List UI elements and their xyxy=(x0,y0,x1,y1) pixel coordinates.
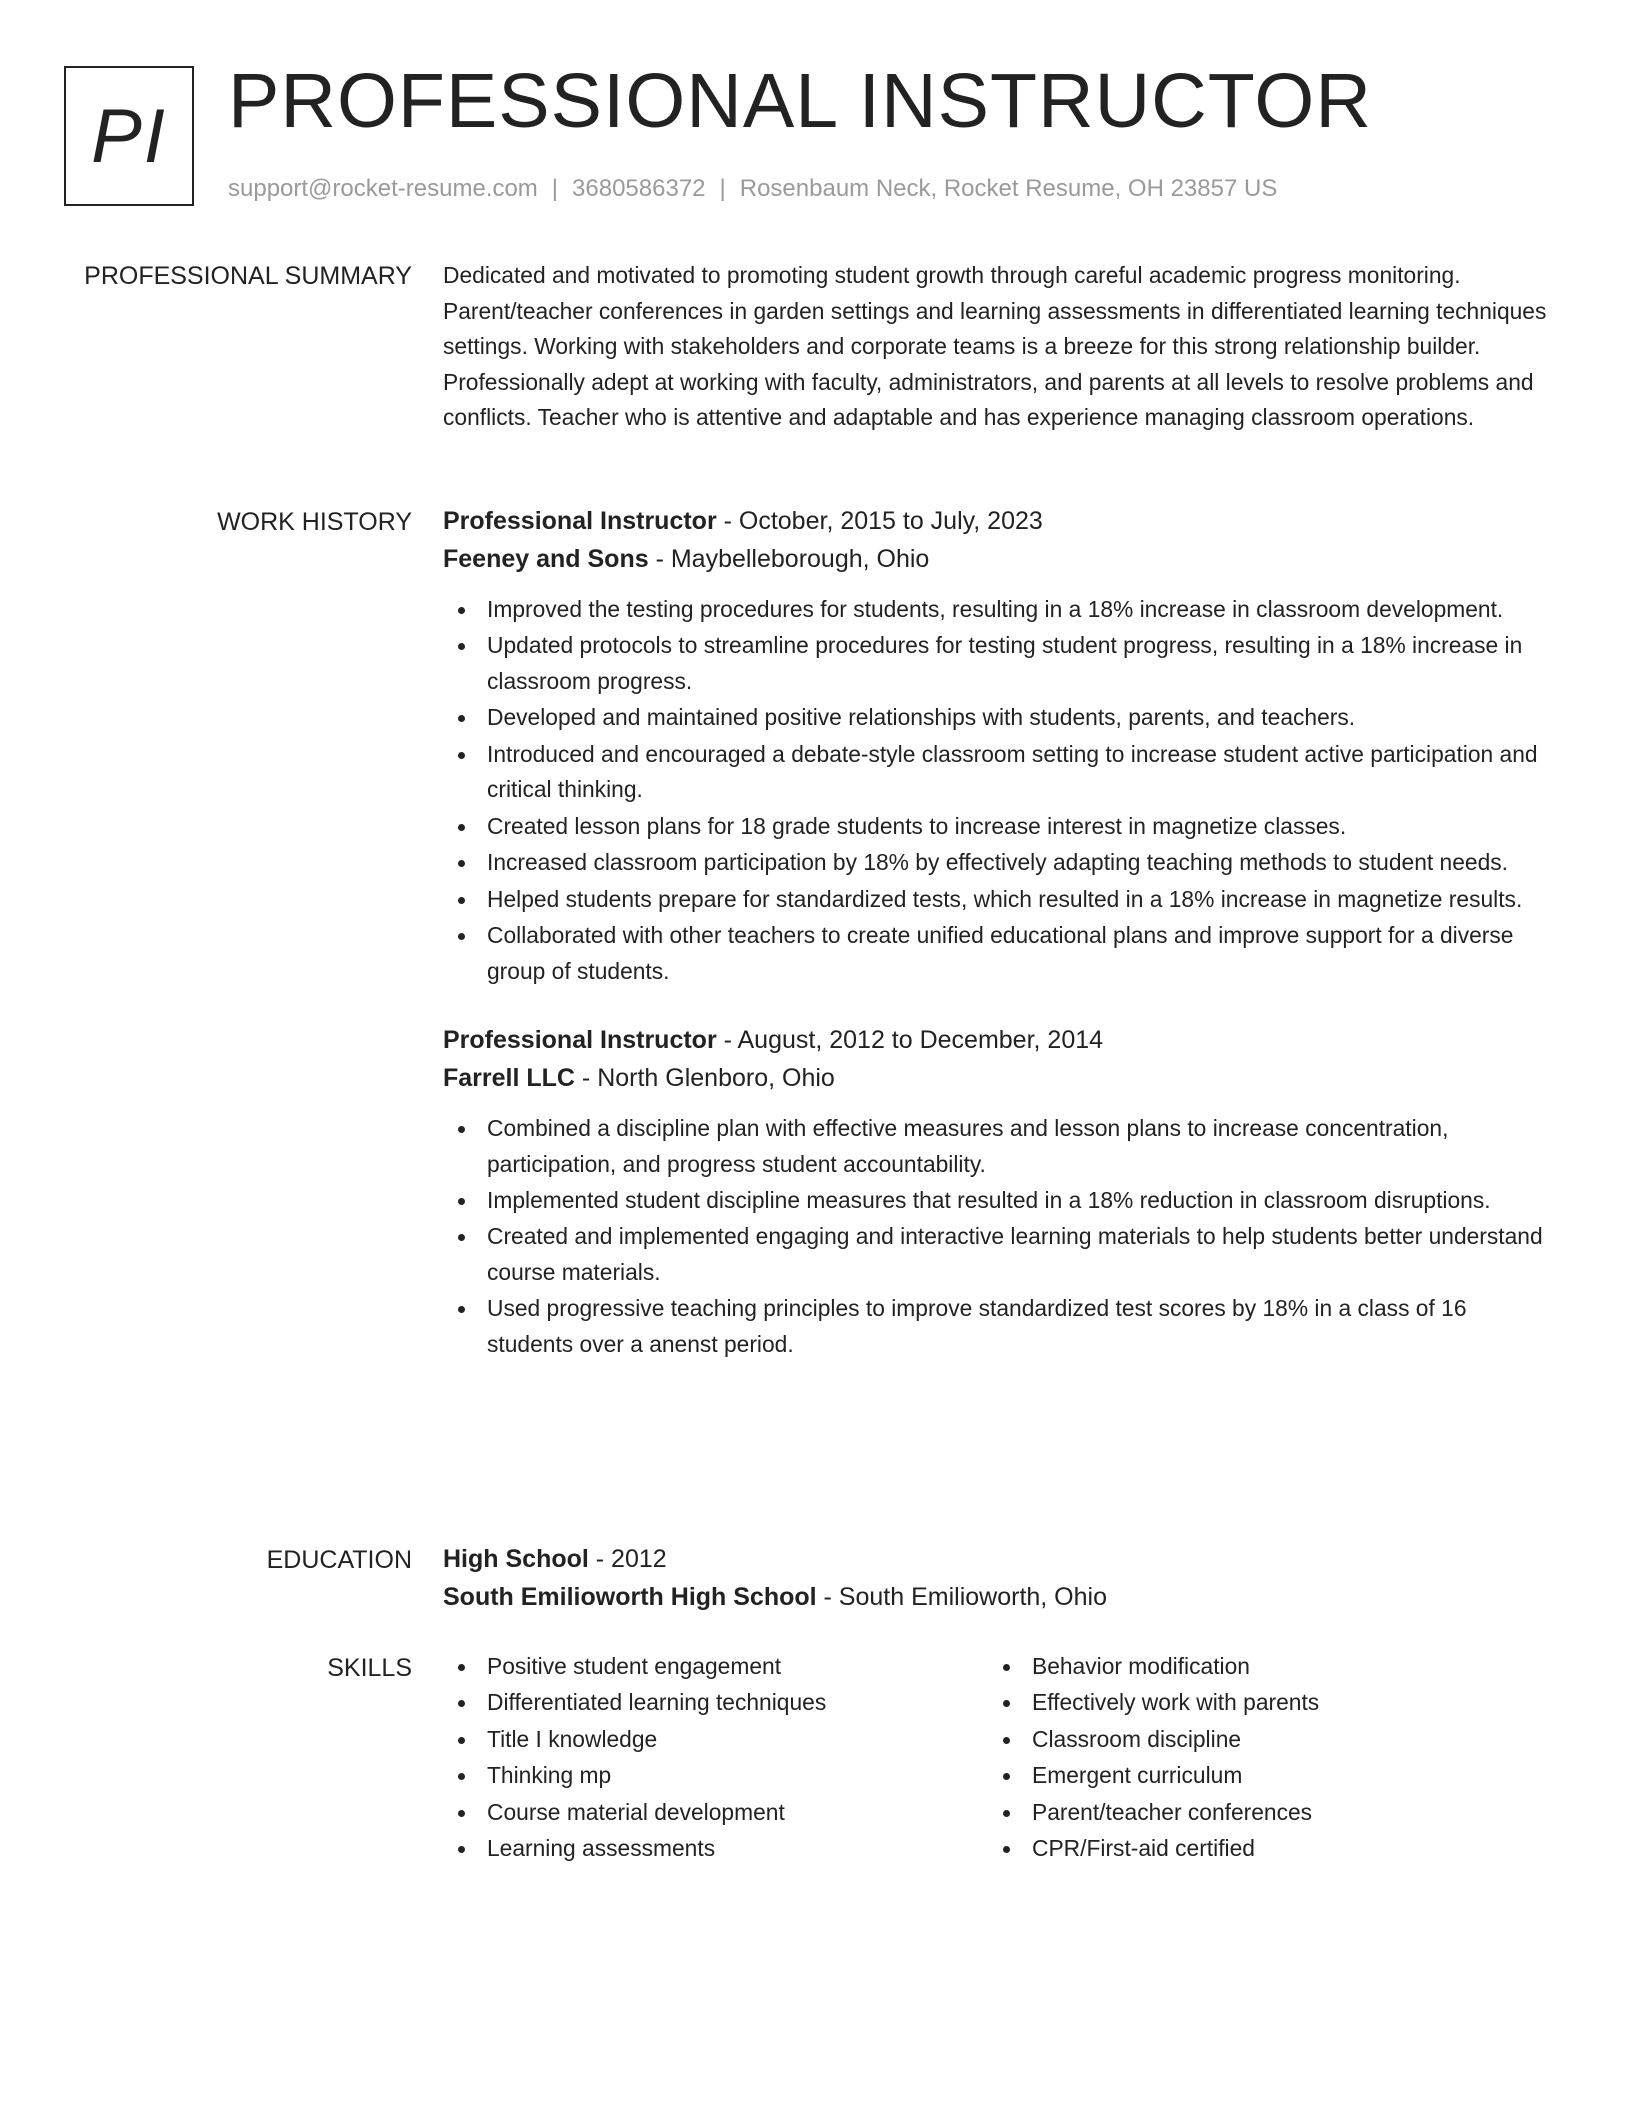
contact-separator: | xyxy=(719,175,726,202)
initials-text: PI xyxy=(91,93,167,179)
education-school-line xyxy=(443,1578,1548,1616)
skill-item: CPR/First-aid certified xyxy=(988,1831,1533,1867)
skill-item: Thinking mp xyxy=(443,1758,988,1794)
contact-address: Rosenbaum Neck, Rocket Resume, OH 23857 US xyxy=(739,175,1278,202)
job-company-line xyxy=(443,1059,1548,1097)
job-company: Farrell LLC xyxy=(443,1064,575,1093)
skill-item: Behavior modification xyxy=(988,1649,1533,1685)
skill-item: Classroom discipline xyxy=(988,1722,1533,1758)
skills-body xyxy=(443,1649,1548,1867)
skill-item: Course material development xyxy=(443,1795,988,1831)
education-location: - South Emilioworth, Ohio xyxy=(816,1583,1107,1611)
contact-email[interactable]: support@rocket-resume.com xyxy=(228,175,538,202)
skills-list xyxy=(988,1649,1533,1867)
job-bullet: Used progressive teaching principles to improve standardized test scores by 18% in a class of 16 students over a anenst period. xyxy=(443,1291,1548,1362)
job-role: Professional Instructor xyxy=(443,507,717,535)
job-title-line xyxy=(443,1021,1548,1059)
education-year: - 2012 xyxy=(588,1545,667,1573)
skills-list xyxy=(443,1649,988,1867)
job-bullet: Implemented student discipline measures that resulted in a 18% reduction in classroom disruptions. xyxy=(443,1183,1548,1219)
job-dates: - August, 2012 to December, 2014 xyxy=(716,1026,1104,1055)
education-body xyxy=(443,1540,1548,1616)
job-entry xyxy=(443,1021,1548,1363)
skill-item: Differentiated learning techniques xyxy=(443,1685,988,1721)
job-bullet: Collaborated with other teachers to create unified educational plans and improve support for a diverse group of students. xyxy=(443,918,1548,989)
contact-line xyxy=(228,174,1277,204)
education-school: South Emilioworth High School xyxy=(443,1583,817,1611)
job-bullet: Combined a discipline plan with effective measures and lesson plans to increase concentration, participation, and progress student accountability. xyxy=(443,1111,1548,1182)
job-role: Professional Instructor xyxy=(443,1026,717,1055)
job-bullet: Introduced and encouraged a debate-style classroom setting to increase student active participation and critical thinking. xyxy=(443,737,1548,808)
job-title-line xyxy=(443,502,1548,540)
education-degree-line xyxy=(443,1540,1548,1578)
job-bullets xyxy=(443,592,1548,989)
work-history-body xyxy=(443,502,1548,1363)
initials-monogram xyxy=(64,66,194,206)
job-location: - Maybelleborough, Ohio xyxy=(648,545,930,573)
skills-column-right xyxy=(988,1649,1533,1867)
job-entry xyxy=(443,502,1548,989)
skill-item: Effectively work with parents xyxy=(988,1685,1533,1721)
skills-heading: SKILLS xyxy=(327,1654,412,1682)
job-bullet: Increased classroom participation by 18% by effectively adapting teaching methods to student needs. xyxy=(443,845,1548,881)
contact-phone[interactable]: 3680586372 xyxy=(572,175,706,202)
summary-heading: PROFESSIONAL SUMMARY xyxy=(84,262,412,290)
job-bullet: Created lesson plans for 18 grade students to increase interest in magnetize classes. xyxy=(443,809,1548,845)
skill-item: Learning assessments xyxy=(443,1831,988,1867)
job-company-line xyxy=(443,540,1548,578)
summary-body xyxy=(443,258,1548,436)
education-heading: EDUCATION xyxy=(266,1546,412,1574)
job-bullet: Improved the testing procedures for students, resulting in a 18% increase in classroom development. xyxy=(443,592,1548,628)
contact-separator: | xyxy=(551,175,559,202)
job-bullet: Updated protocols to streamline procedures for testing student progress, resulting in a 18% increase in classroom progress. xyxy=(443,628,1548,699)
summary-text: Dedicated and motivated to promoting student growth through careful academic progress monitoring. Parent/teacher conferences in garden settings and learning assessments in differentiated learning techniques settings. Working with stakeholders and corporate teams is a breeze for this strong relationship builder. Professionally adept at working with faculty, administrators, and parents at all levels to resolve problems and conflicts. Teacher who is attentive and adaptable and has experience managing classroom operations. xyxy=(443,262,1547,431)
education-degree: High School xyxy=(443,1545,589,1573)
work-history-heading: WORK HISTORY xyxy=(217,508,412,536)
job-company: Feeney and Sons xyxy=(443,545,649,573)
job-bullet: Helped students prepare for standardized tests, which resulted in a 18% increase in magnetize results. xyxy=(443,882,1548,918)
skills-grid xyxy=(443,1649,1548,1867)
skill-item: Parent/teacher conferences xyxy=(988,1795,1533,1831)
candidate-name: PROFESSIONAL INSTRUCTOR xyxy=(228,58,1372,144)
skills-column-left xyxy=(443,1649,988,1867)
job-bullets xyxy=(443,1111,1548,1363)
job-bullet: Developed and maintained positive relationships with students, parents, and teachers. xyxy=(443,700,1548,736)
job-dates: - October, 2015 to July, 2023 xyxy=(716,507,1043,535)
skill-item: Positive student engagement xyxy=(443,1649,988,1685)
skill-item: Emergent curriculum xyxy=(988,1758,1533,1794)
job-location: - North Glenboro, Ohio xyxy=(574,1064,835,1093)
skill-item: Title I knowledge xyxy=(443,1722,988,1758)
job-bullet: Created and implemented engaging and interactive learning materials to help students better understand course materials. xyxy=(443,1219,1548,1290)
